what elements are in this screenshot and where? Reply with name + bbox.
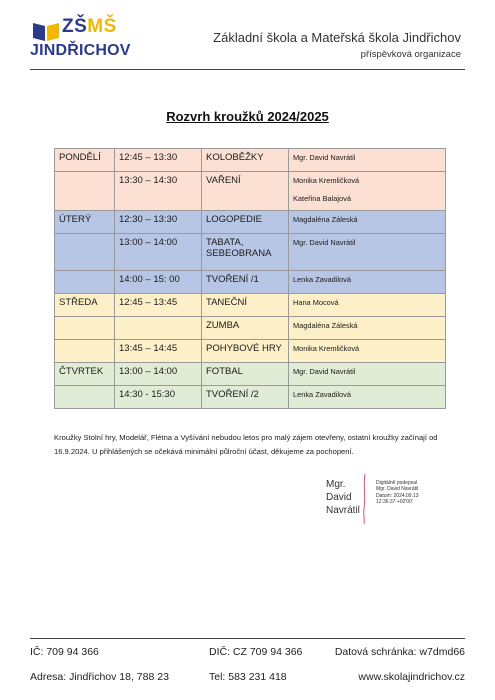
leader-cell xyxy=(289,271,446,294)
school-type: příspěvková organizace xyxy=(360,49,461,60)
leader-name: Monika Kremličková xyxy=(293,176,360,185)
leader-cell xyxy=(289,386,446,409)
table-row xyxy=(55,234,446,271)
school-logo xyxy=(30,14,131,64)
day-cell: STŘEDA xyxy=(55,294,115,317)
time-cell: 12:45 – 13:45 xyxy=(115,294,202,317)
leader-name: Monika Kremličková xyxy=(293,344,360,353)
leader-name: Mgr. David Navrátil xyxy=(293,153,356,162)
table-row xyxy=(55,294,446,317)
activity-cell: POHYBOVÉ HRY xyxy=(202,340,289,363)
day-cell xyxy=(55,271,115,294)
activity-cell: TVOŘENÍ /1 xyxy=(202,271,289,294)
table-row xyxy=(55,271,446,294)
table-row xyxy=(55,386,446,409)
schedule-table xyxy=(54,148,446,409)
leader-cell xyxy=(289,363,446,386)
activity-cell: KOLOBĚŽKY xyxy=(202,149,289,172)
leader-cell xyxy=(289,149,446,172)
digital-signature xyxy=(326,478,466,520)
leader-cell xyxy=(289,317,446,340)
activity-cell: LOGOPEDIE xyxy=(202,211,289,234)
time-cell: 12:45 – 13:30 xyxy=(115,149,202,172)
leader-name: Lenka Zavadilová xyxy=(293,275,351,284)
table-row xyxy=(55,149,446,172)
school-name: Základní škola a Mateřská škola Jindřichov xyxy=(213,30,461,45)
page-title: Rozvrh kroužků 2024/2025 xyxy=(166,109,329,124)
activity-cell: TVOŘENÍ /2 xyxy=(202,386,289,409)
table-row xyxy=(55,363,446,386)
footer-address: Adresa: Jindřichov 18, 788 23 xyxy=(30,671,169,683)
day-cell xyxy=(55,340,115,363)
footer-phone: Tel: 583 231 418 xyxy=(209,671,287,683)
footer-dic: DIČ: CZ 709 94 366 xyxy=(209,646,303,658)
day-cell: PONDĚLÍ xyxy=(55,149,115,172)
time-cell: 13:30 – 14:30 xyxy=(115,172,202,211)
leader-cell xyxy=(289,211,446,234)
activity-cell: ZUMBA xyxy=(202,317,289,340)
time-cell: 13:00 – 14:00 xyxy=(115,363,202,386)
schedule-body xyxy=(55,149,446,409)
day-cell xyxy=(55,317,115,340)
table-row xyxy=(55,317,446,340)
signature-mark-icon xyxy=(363,474,366,524)
footer-databox: Datová schránka: w7dmd66 xyxy=(334,646,465,658)
day-cell xyxy=(55,386,115,409)
leader-name: Kateřina Balajová xyxy=(293,194,351,203)
note-text: Kroužky Stolní hry, Modelář, Flétna a Vyšívání nebudou letos pro malý zájem otevřeny, ostatní kroužky začínají od 16.9.2024. U přihlášených se očekává minimální půlroční účast, děkujeme za pochopení. xyxy=(54,433,438,456)
activity-cell: FOTBAL xyxy=(202,363,289,386)
time-cell xyxy=(115,317,202,340)
time-cell: 13:00 – 14:00 xyxy=(115,234,202,271)
signer-name: Mgr. David Navrátil xyxy=(326,479,360,516)
header-divider xyxy=(30,69,465,70)
table-row xyxy=(55,211,446,234)
day-cell: ÚTERÝ xyxy=(55,211,115,234)
logo-city: JINDŘICHOV xyxy=(30,42,131,59)
table-row xyxy=(55,172,446,211)
time-cell: 13:45 – 14:45 xyxy=(115,340,202,363)
activity-cell: TABATA, SEBEOBRANA xyxy=(202,234,289,271)
activity-cell: TANEČNÍ xyxy=(202,294,289,317)
leader-cell xyxy=(289,340,446,363)
footer-ic: IČ: 709 94 366 xyxy=(30,646,99,658)
day-cell: ČTVRTEK xyxy=(55,363,115,386)
day-cell xyxy=(55,234,115,271)
open-book-icon xyxy=(32,20,60,42)
time-cell: 14:00 – 15: 00 xyxy=(115,271,202,294)
time-cell: 14:30 - 15:30 xyxy=(115,386,202,409)
day-cell xyxy=(55,172,115,211)
signature-details: Digitálně podepsal Mgr. David Navrátil Datum: 2024.09.13 12:36:37 +02'00' xyxy=(376,480,419,505)
activity-cell: VAŘENÍ xyxy=(202,172,289,211)
leader-name: Lenka Zavadilová xyxy=(293,390,351,399)
leader-cell xyxy=(289,234,446,271)
leader-name: Magdaléna Záleská xyxy=(293,321,358,330)
time-cell: 12:30 – 13:30 xyxy=(115,211,202,234)
leader-cell xyxy=(289,172,446,211)
footer-divider xyxy=(30,638,465,639)
table-row xyxy=(55,340,446,363)
leader-name: Mgr. David Navrátil xyxy=(293,367,356,376)
leader-cell xyxy=(289,294,446,317)
leader-name: Hana Mocová xyxy=(293,298,339,307)
leader-name: Magdaléna Záleská xyxy=(293,215,358,224)
leader-name: Mgr. David Navrátil xyxy=(293,238,356,247)
logo-text: ZŠMŠ xyxy=(62,16,117,37)
footer-web-link[interactable]: www.skolajindrichov.cz xyxy=(358,671,465,683)
